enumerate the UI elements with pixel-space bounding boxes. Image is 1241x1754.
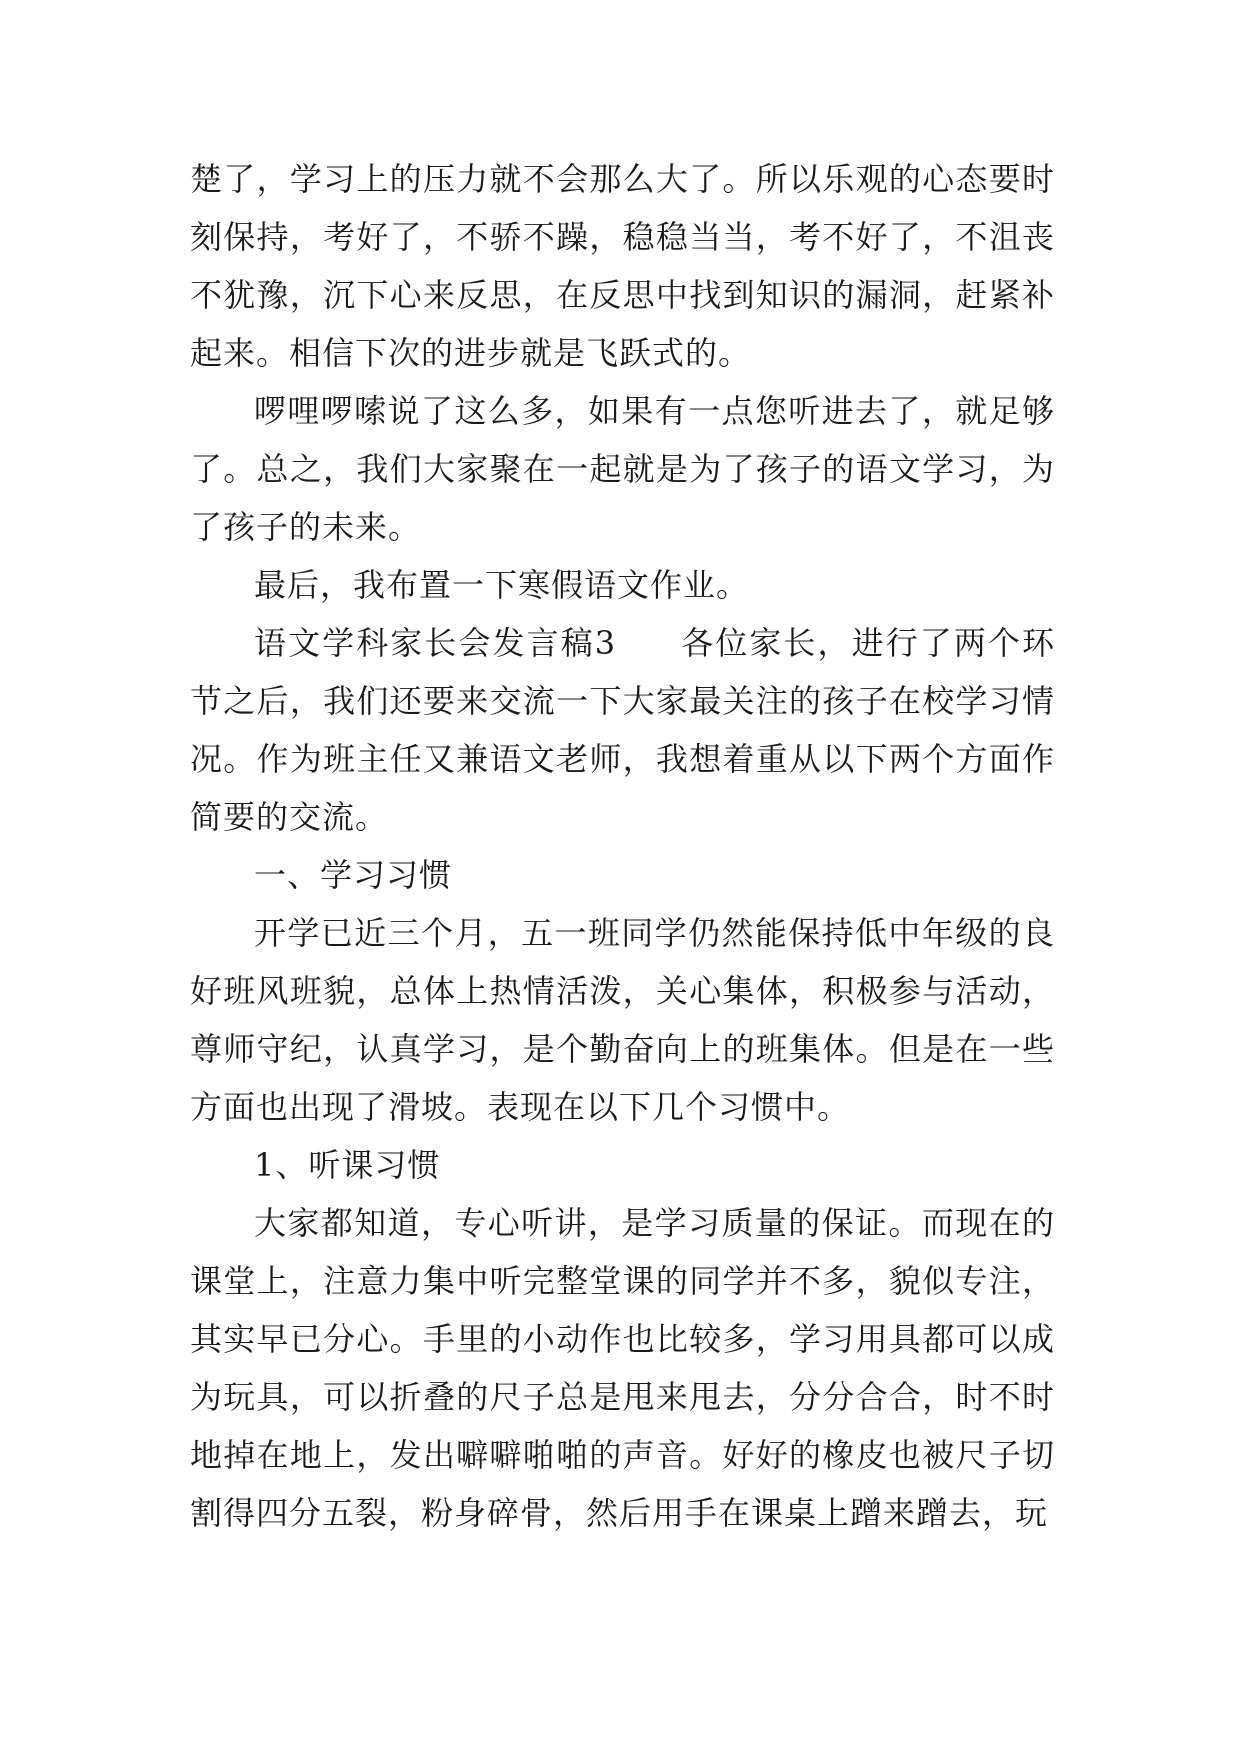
paragraph-7-subheading: 1、听课习惯 <box>254 1146 441 1184</box>
paragraph-8: 大家都知道，专心听讲，是学习质量的保证。而现在的课堂上，注意力集中听完整堂课的同学并不多，貌似专注，其实早已分心。手里的小动作也比较多，学习用具都可以成为玩具，可以折叠的尺子总是甩来甩去，分分合合，时不时地掉在地上，发出噼噼啪啪的声音。好好的橡皮也被尺子切割得四分五裂，粉身碎骨，然后用手在课桌上蹭来蹭去，玩 <box>190 1204 1055 1532</box>
paragraph-4-body: 各位家长，进行了两个环节之后，我们还要来交流一下大家最关注的孩子在校学习情况。作为班主任又兼语文老师，我想着重从以下两个方面作简要的交流。 <box>190 624 1055 836</box>
paragraph-3: 最后，我布置一下寒假语文作业。 <box>254 566 750 604</box>
section-heading: 语文学科家长会发言稿3 <box>254 624 617 662</box>
paragraph-6: 开学已近三个月，五一班同学仍然能保持低中年级的良好班风班貌，总体上热情活泼，关心集体，积极参与活动，尊师守纪，认真学习，是个勤奋向上的班集体。但是在一些方面也出现了滑坡。表现在以下几个习惯中。 <box>190 914 1055 1126</box>
paragraph-5-subheading: 一、学习习惯 <box>254 856 453 894</box>
paragraph-1: 楚了，学习上的压力就不会那么大了。所以乐观的心态要时刻保持，考好了，不骄不躁，稳稳当当，考不好了，不沮丧不犹豫，沉下心来反思，在反思中找到知识的漏洞，赶紧补起来。相信下次的进步就是飞跃式的。 <box>190 160 1055 372</box>
paragraph-2: 啰哩啰嗦说了这么多，如果有一点您听进去了，就足够了。总之，我们大家聚在一起就是为了孩子的语文学习，为了孩子的未来。 <box>190 392 1055 546</box>
document-body <box>190 150 1055 1542</box>
paragraph-4 <box>190 614 1055 846</box>
